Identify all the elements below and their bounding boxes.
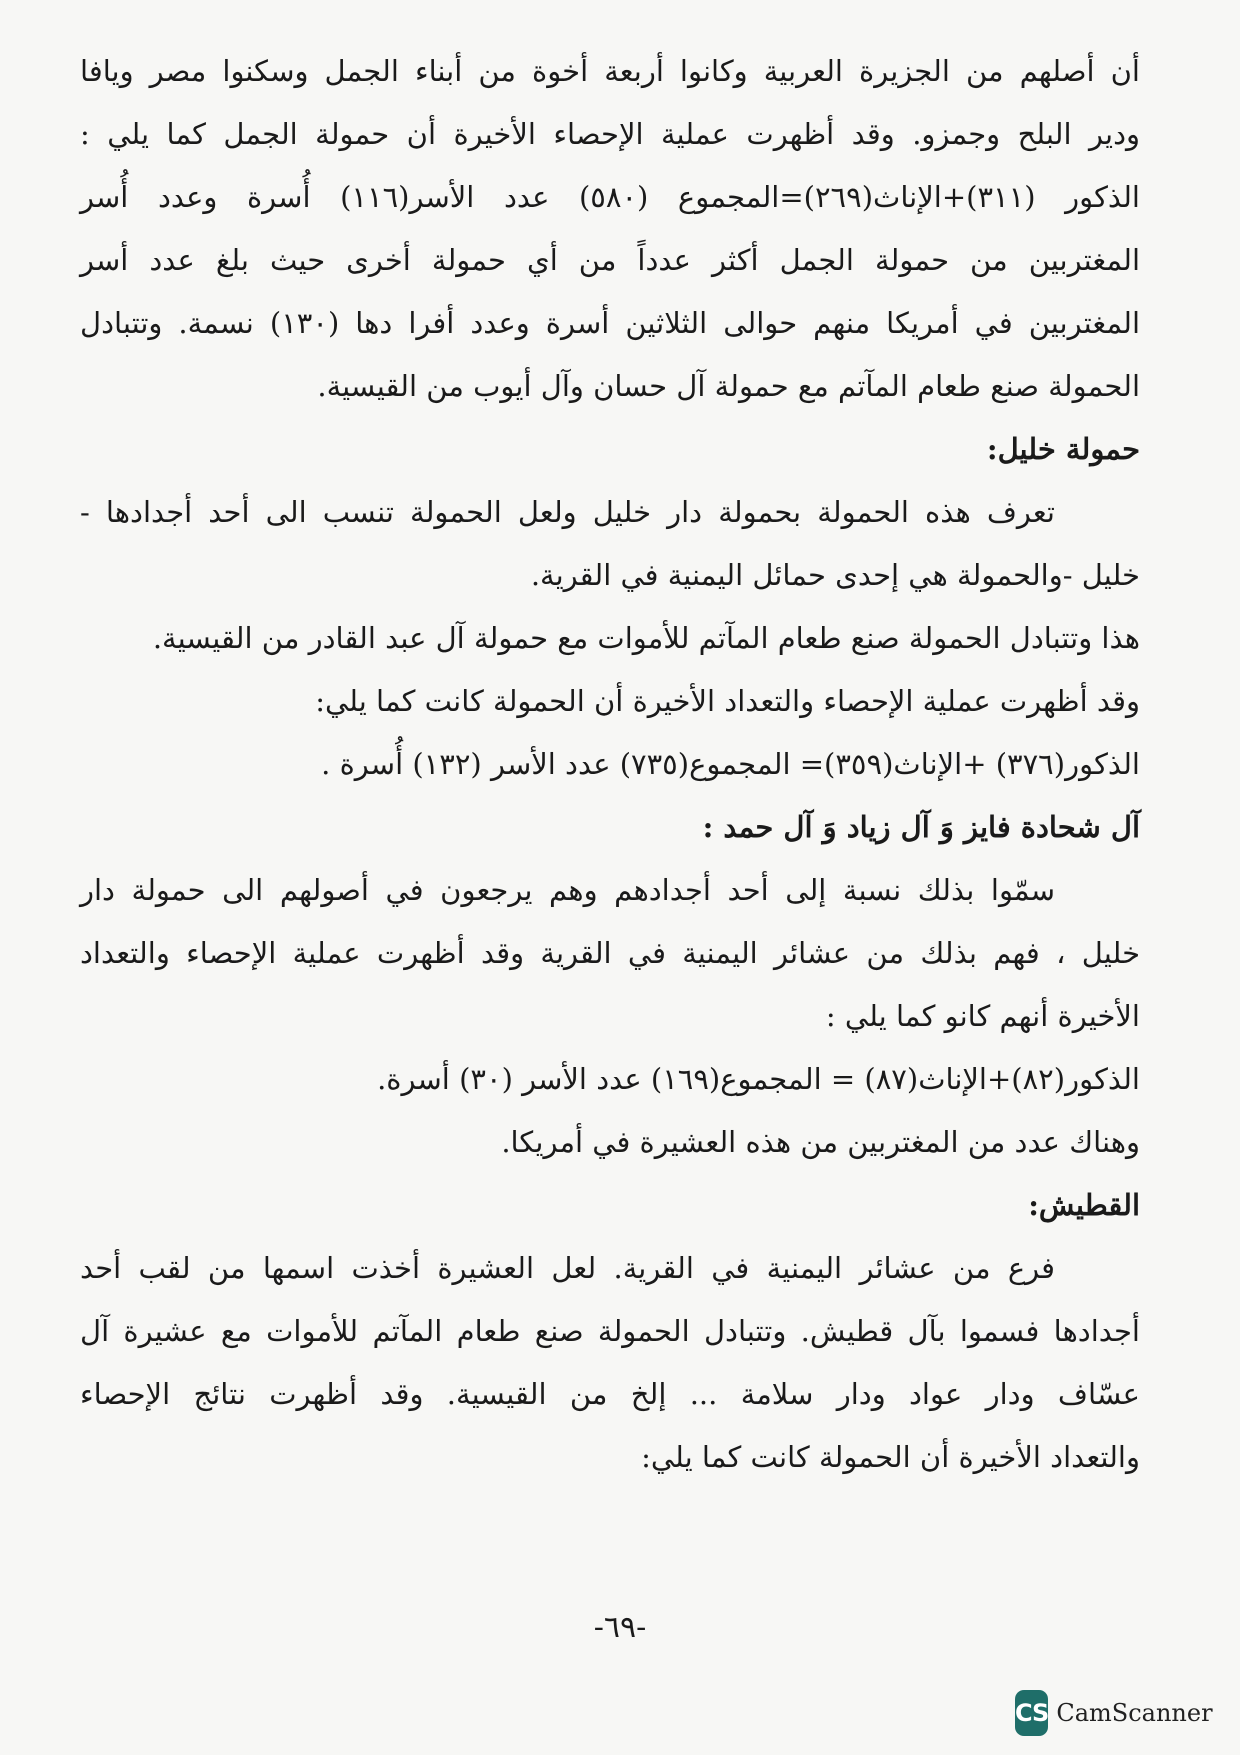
- text-line: المغتربين من حمولة الجمل أكثر عدداً من أي حمولة أخرى حيث بلغ عدد أسر: [80, 243, 1140, 277]
- document-page: [80, 40, 1140, 1489]
- text-line: وهناك عدد من المغتربين من هذه العشيرة في أمريكا.: [501, 1125, 1140, 1159]
- text-line: هذا وتتبادل الحمولة صنع طعام المآتم للأموات مع حمولة آل عبد القادر من القيسية.: [152, 621, 1140, 655]
- text-line: أن أصلهم من الجزيرة العربية وكانوا أربعة أخوة من أبناء الجمل وسكنوا مصر ويافا: [80, 54, 1140, 88]
- camscanner-logo-icon: CS: [1015, 1690, 1048, 1736]
- section-heading: آل شحادة فايز وَ آل زياد وَ آل حمد :: [702, 810, 1140, 844]
- text-line: خليل -والحمولة هي إحدى حمائل اليمنية في القرية.: [530, 558, 1140, 592]
- section-heading: حمولة خليل:: [986, 432, 1140, 466]
- text-line: خليل ، فهم بذلك من عشائر اليمنية في القرية وقد أظهرت عملية الإحصاء والتعداد: [80, 936, 1140, 970]
- text-line: عسّاف ودار عواد ودار سلامة ... إلخ من القيسية. وقد أظهرت نتائج الإحصاء: [80, 1377, 1140, 1411]
- text-line: والتعداد الأخيرة أن الحمولة كانت كما يلي:: [641, 1440, 1140, 1474]
- text-line: الذكور(٨٢)+الإناث(٨٧) = المجموع(١٦٩) عدد الأسر (٣٠) أسرة.: [377, 1062, 1140, 1096]
- camscanner-name: CamScanner: [1056, 1699, 1213, 1727]
- text-line: أجدادها فسموا بآل قطيش. وتتبادل الحمولة صنع طعام المآتم للأموات مع عشيرة آل: [80, 1314, 1140, 1348]
- text-line: المغتربين في أمريكا منهم حوالى الثلاثين أسرة وعدد أفرا دها (١٣٠) نسمة. وتتبادل: [80, 306, 1140, 340]
- text-line: تعرف هذه الحمولة بحمولة دار خليل ولعل الحمولة تنسب الى أحد أجدادها -: [80, 495, 1055, 529]
- text-line: الأخيرة أنهم كانو كما يلي :: [825, 999, 1140, 1033]
- text-line: الذكور (٣١١)+الإناث(٢٦٩)=المجموع (٥٨٠) عدد الأسر(١١٦) أُسرة وعدد أُسر: [80, 180, 1140, 214]
- camscanner-watermark: [1015, 1688, 1213, 1738]
- text-line: الحمولة صنع طعام المآتم مع حمولة آل حسان وآل أيوب من القيسية.: [317, 369, 1140, 403]
- text-line: سمّوا بذلك نسبة إلى أحد أجدادهم وهم يرجعون في أصولهم الى حمولة دار: [80, 873, 1055, 907]
- text-line: فرع من عشائر اليمنية في القرية. لعل العشيرة أخذت اسمها من لقب أحد: [80, 1251, 1055, 1285]
- text-line: الذكور(٣٧٦) +الإناث(٣٥٩)= المجموع(٧٣٥) عدد الأسر (١٣٢) أُسرة .: [321, 747, 1140, 781]
- section-heading: القطيش:: [1028, 1188, 1140, 1222]
- text-line: وقد أظهرت عملية الإحصاء والتعداد الأخيرة أن الحمولة كانت كما يلي:: [315, 684, 1140, 718]
- page-number: -٦٩-: [593, 1610, 647, 1645]
- text-line: ودير البلح وجمزو. وقد أظهرت عملية الإحصاء الأخيرة أن حمولة الجمل كما يلي :: [80, 117, 1140, 151]
